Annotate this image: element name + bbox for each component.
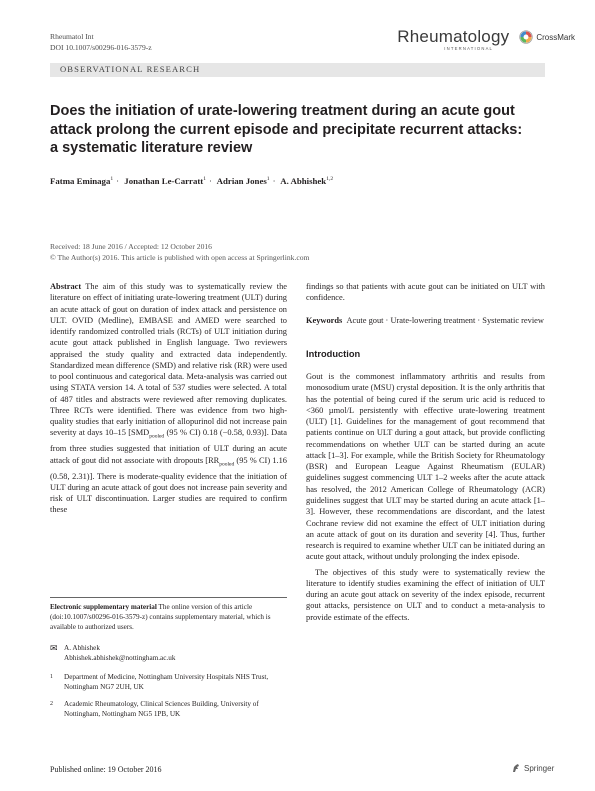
abstract-text: The aim of this study was to systematically review the literature on effect of initiating urate-lowering treatment (ULT) during an acute attack of gout on duration of index attack and persistence on ULT. OVID (Medline), EMBASE and AMED were searched to identify randomized controlled trials (RCTs) of ULT initiation during acute gout attack published in English language. Two reviewers appraised the study quality and extracted data independently. Standardized mean difference (SMD) and relative risk (RR) were used to pool continuous and categorical data. Meta-analysis was carried out using STATA version 14. A total of 537 studies were selected. A total of 487 titles and abstracts were reviewed after removing duplicates. Three RCTs were identified. There was evidence from two high-quality studies that early initiation of allopurinol did not increase pain severity at days 10–15 [SMD xyxy=(50,282,287,438)
author-separator: · xyxy=(272,176,276,186)
affiliation-item xyxy=(50,672,279,692)
keywords-text: Acute gout · Urate-lowering treatment · Systematic review xyxy=(346,315,544,325)
author-separator: · xyxy=(209,176,212,186)
esm-note xyxy=(50,602,287,632)
crossmark-icon xyxy=(519,30,533,44)
author-separator: · xyxy=(116,176,120,186)
abstract xyxy=(50,281,287,516)
author-affil-sup: 1,2 xyxy=(326,176,334,183)
journal-meta xyxy=(50,31,152,53)
introduction-paragraph: The objectives of this study were to systematically review the literature to identify studies examining the effect of initiation of ULT during an acute gout attack on severity of the index episode, recurrent gout attacks, persistence on ULT and to conduct a meta-analysis to provide estimate of the effects. xyxy=(306,567,545,622)
affiliation-number: 1 xyxy=(50,674,53,680)
author-name[interactable]: Fatma Eminaga xyxy=(50,176,111,186)
publisher-logo xyxy=(511,763,554,773)
affiliation-number: 2 xyxy=(50,701,53,707)
author-affil-sup: 1 xyxy=(266,176,270,183)
journal-brand xyxy=(397,28,575,51)
footnote-rule xyxy=(50,597,287,598)
affiliation-text: Academic Rheumatology, Clinical Sciences Building, University of Nottingham, Nottingham NG5 1PB, UK xyxy=(64,700,259,718)
abstract-continuation: findings so that patients with acute gout can be initiated on ULT with confidence. xyxy=(306,282,545,303)
article-title: Does the initiation of urate-lowering treatment during an acute gout attack prolong the current episode and precipitate recurrent attacks: a systematic literature review xyxy=(50,103,523,156)
keywords-label: Keywords xyxy=(306,315,343,325)
abstract-label: Abstract xyxy=(50,282,82,291)
article-dates xyxy=(50,242,309,263)
crossmark-label: CrossMark xyxy=(536,32,575,42)
abstract-text: (95 % CI) 0.18 (−0.58, 0.93)]. Data from three studies suggested that initiation of ULT during an acute attack of gout did not associate with dropouts [RR xyxy=(50,428,287,465)
crossmark-button[interactable] xyxy=(519,30,575,44)
affiliations xyxy=(50,672,279,726)
author-affil-sup: 1 xyxy=(203,176,207,183)
copyright-notice: © The Author(s) 2016. This article is published with open access at Springerlink.com xyxy=(50,252,310,262)
corresponding-author xyxy=(50,643,175,663)
subscript-pooled: pooled xyxy=(219,461,235,468)
abstract-paragraph xyxy=(50,281,287,516)
introduction-heading: Introduction xyxy=(306,348,361,359)
received-accepted: Received: 18 June 2016 / Accepted: 12 October 2016 xyxy=(50,242,212,251)
author-affil-sup: 1 xyxy=(110,176,114,183)
esm-label: Electronic supplementary material xyxy=(50,603,157,611)
affiliation-text: Department of Medicine, Nottingham University Hospitals NHS Trust, Nottingham NG7 2UH, UK xyxy=(64,673,269,691)
springer-horse-icon xyxy=(511,763,521,773)
corresponding-email[interactable]: Abhishek.abhishek@nottingham.ac.uk xyxy=(64,654,176,662)
subscript-pooled: pooled xyxy=(149,434,165,441)
journal-short-name: Rheumatol Int xyxy=(50,32,94,41)
author-list xyxy=(50,176,333,186)
doi[interactable]: DOI 10.1007/s00296-016-3579-z xyxy=(50,43,152,52)
author-name[interactable]: A. Abhishek xyxy=(280,176,327,186)
esm-text: The online version of this article (doi:10.1007/s00296-016-3579-z) contains supplementary material, which is available to authorized users. xyxy=(50,603,271,631)
author-name[interactable]: Adrian Jones xyxy=(216,176,267,186)
introduction-paragraph: Gout is the commonest inflammatory arthritis and results from monosodium urate (MSU) crystal deposition. It is the only arthritis that has the potential of being cured if the serum uric acid is reduced to <360 µmol/L persistently with effective urate-lowering treatment (ULT) [1]. Guidelines for the management of gout recommend that patients continue on ULT during a gout attack, but provide conflicting recommendations on whether ULT can be started during an acute attack [1–3]. For example, while the British Society for Rheumatology (BSR) and European League Against Rheumatism (EULAR) guidelines suggest commencing ULT 1–2 weeks after the acute attack has resolved, the 2012 American College of Rheumatology (ACR) guidelines suggest that ULT may be started during an acute attack [1–3]. However, these recommendations are discordant, and the latest Cochrane review did not examine the effect of ULT initiation during an acute attack of gout on its duration and severity [4]. Thus, further research is required to examine whether ULT can be initiated during an acute gout attack, without unduly prolonging the index episode. xyxy=(306,372,545,562)
journal-logo-title: Rheumatology xyxy=(397,27,510,46)
publisher-name: Springer xyxy=(524,763,555,773)
author-name[interactable]: Jonathan Le-Carratt xyxy=(124,176,204,186)
affiliation-item xyxy=(50,699,279,719)
section-label: OBSERVATIONAL RESEARCH xyxy=(60,64,201,74)
abstract-text: (95 % CI) 1.16 (0.58, 2.31)]. There is moderate-quality evidence that the initiation of ULT during an acute attack of gout does not increase pain severity and risk of ULT discontinuation. Larger studies are required to confirm these xyxy=(50,455,287,515)
right-column xyxy=(306,281,545,623)
envelope-icon: ✉ xyxy=(50,643,58,653)
keywords xyxy=(306,315,545,326)
journal-logo-subtitle: INTERNATIONAL xyxy=(444,46,494,51)
corresponding-name: A. Abhishek xyxy=(64,644,100,652)
published-online: Published online: 19 October 2016 xyxy=(50,765,162,774)
